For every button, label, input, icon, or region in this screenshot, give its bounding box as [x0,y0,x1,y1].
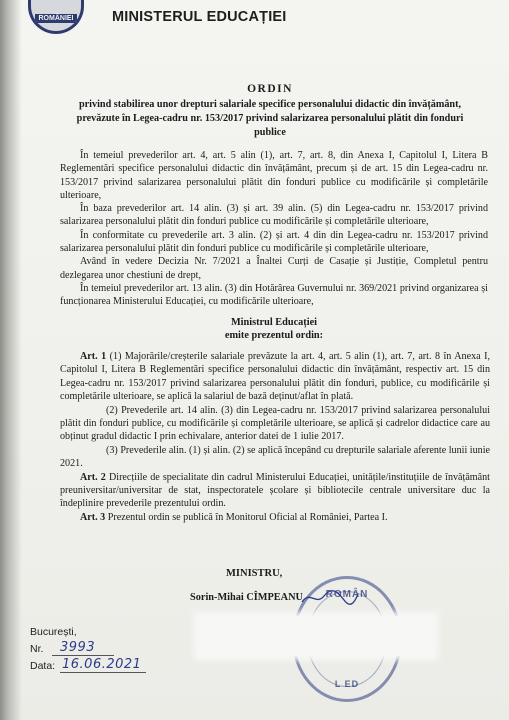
article-1-paragraph-3: (3) Prevederile alin. (1) și alin. (2) se aplică începând cu drepturile salariale aferente lunii iunie 2021. [60,444,490,470]
preamble-paragraph: Având în vedere Decizia Nr. 7/2021 a Înaltei Curți de Casație și Justiție, Completul pentru dezlegarea unor chestiuni de drept, [60,256,488,281]
issuer-block [60,316,488,342]
preamble-paragraph: În temeiul prevederilor art. 4, art. 5 alin (1), art. 7, art. 8, din Anexa I, Capitolul I, Litera B Reglementări specifice personalului didactic din învățământ, precum și de art. 15 din Legea-cadru nr. 153/2017 privind salarizarea personalului plătit din fonduri publice cu modificările și completările ulterioare, [60,150,488,201]
article-2-paragraph [60,471,490,511]
registration-date-label: Data: [30,660,56,672]
ministry-name: MINISTERUL EDUCAȚIEI [112,9,287,25]
preamble-paragraph: În conformitate cu prevederile art. 3 alin. (2) și art. 4 din din Legea-cadru nr. 153/2017 privind salarizarea personalului plătit din fonduri publice cu modificările și completările ulterioare, [60,229,488,255]
stamp-bottom-text: L ED [334,679,360,689]
page-edge-shadow [0,0,22,720]
article-1-label: Art. 1 [80,351,107,362]
minister-title: MINISTRU, [226,568,283,579]
articles-section [60,350,490,524]
preamble-paragraph: În baza prevederilor art. 14 alin. (3) și art. 39 alin. (5) din Legea-cadru nr. 153/2017 privind salarizarea personalului plătit din fonduri publice cu modificările și completările ulterioare, [60,203,488,228]
signature-icon [300,588,360,608]
article-1-text-1: (1) Majorările/creșterile salariale prevăzute la art. 4, art. 5 alin (1), art. 7, art. 8 în Anexa I, Capitolul I, Litera B Reglementări specifice personalului didactic din învățământ, respectiv art. 15 din Legea-cadru nr. 153/2017 privind salarizarea personalului plătit din fonduri, publice, cu modificările și completările ulterioare, se aplică la salariul de bază deținut/aflat în plată. [60,351,490,403]
registration-block [30,626,142,677]
letterhead [0,0,509,48]
article-1-paragraph-1 [60,350,490,404]
issuer-statement: emite prezentul ordin: [224,330,324,341]
article-3-text: Prezentul ordin se publică în Monitorul Oficial al României, Partea I. [107,511,388,523]
registration-number-value: 3993 [60,640,96,655]
minister-name: Sorin-Mihai CÎMPEANU [190,592,303,603]
order-heading: ORDIN [247,83,293,95]
article-2-text: Direcțiile de specialitate din cadrul Ministerului Educației, unitățile/instituțiile de învățământ preuniversitar/universitar de stat, inspectoratele școlare și bibliotecile centrale universitare duc la îndeplinire prevederile prezentului ordin. [60,471,490,510]
preamble-paragraph: În temeiul prevederilor art. 13 alin. (3) din Hotărârea Guvernului nr. 369/2021 privind organizarea și funcționarea Ministerului Educației, cu modificările ulterioare, [60,282,488,308]
coat-of-arms-icon [28,0,84,34]
article-3-paragraph [60,511,490,524]
registration-city: București, [30,626,77,638]
registration-date-underline [60,672,146,673]
registration-number-underline [52,655,114,656]
preamble [60,149,488,309]
registration-date-value: 16.06.2021 [62,657,142,672]
redacted-area [198,616,434,656]
issuer-title: Ministrul Educației [230,317,318,328]
article-3-label: Art. 3 [80,511,106,523]
article-1-paragraph-2: (2) Prevederile art. 14 alin. (3) din Legea-cadru nr. 153/2017 privind salarizarea personalului plătit din fonduri publice, cu modificările și completările ulterioare, se aplică și cadrelor didactice care au obținut gradul didactic I prin echivalare, anterior datei de 1 iulie 2017. [60,404,490,443]
registration-number-label: Nr. [30,643,44,655]
order-title-block [60,82,480,140]
crest-label: ROMÂNIEI [38,15,74,22]
registration-date-line [30,657,142,677]
order-subtitle: privind stabilirea unor drepturi salariale specifice personalului didactic din învățământ, prevăzute în Legea-cadru nr. 153/2017 privind salarizarea personalului plătit din fonduri publice [76,99,464,138]
article-2-label: Art. 2 [80,471,106,483]
stamp-top-text: ROMÂN [325,589,369,600]
